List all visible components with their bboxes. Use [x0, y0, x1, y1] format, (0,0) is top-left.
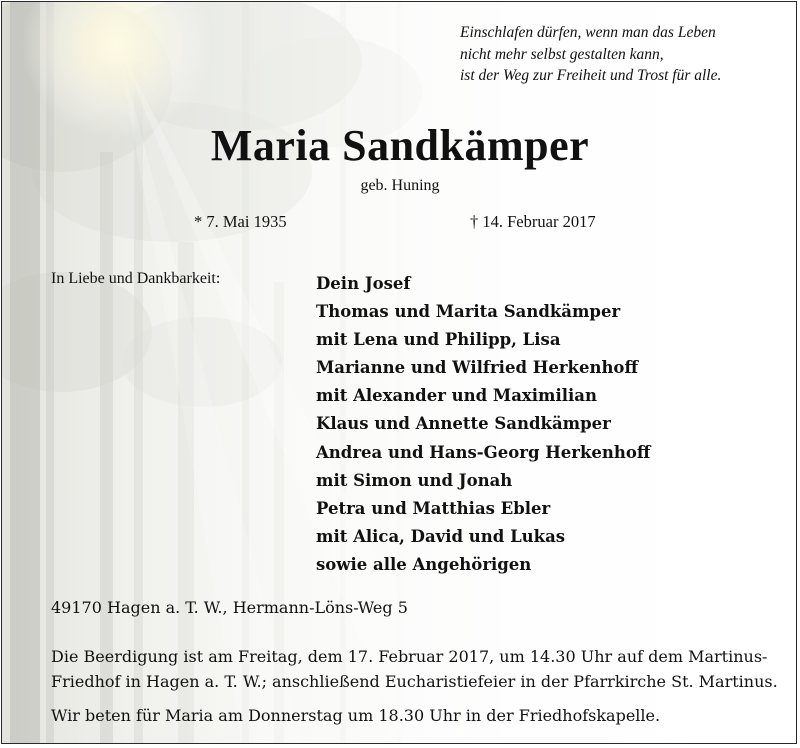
mourner-line: mit Lena und Philipp, Lisa — [316, 330, 561, 350]
mourner-line: mit Simon und Jonah — [316, 470, 513, 490]
mourners-intro: In Liebe und Dankbarkeit: — [51, 270, 221, 287]
deceased-name: Maria Sandkämper — [210, 121, 590, 170]
mourner-line: Marianne und Wilfried Herkenhoff — [316, 358, 638, 378]
mourner-line: Andrea und Hans-Georg Herkenhoff — [316, 442, 651, 462]
quote-line: Einschlafen dürfen, wenn man das Leben — [460, 24, 716, 41]
death-date: † 14. Februar 2017 — [470, 212, 596, 231]
quote-line: nicht mehr selbst gestalten kann, — [460, 45, 664, 63]
mourner-line: Thomas und Marita Sandkämper — [316, 302, 621, 322]
family-address: 49170 Hagen a. T. W., Hermann-Löns-Weg 5 — [51, 598, 408, 617]
quote-line: ist der Weg zur Freiheit und Trost für alle. — [460, 67, 722, 84]
funeral-info-line: Die Beerdigung ist am Freitag, dem 17. Februar 2017, um 14.30 Uhr auf dem Martinus- — [51, 647, 768, 666]
obituary-notice — [1, 1, 797, 744]
mourner-line: mit Alexander und Maximilian — [316, 386, 597, 406]
mourner-line: Klaus und Annette Sandkämper — [316, 414, 611, 434]
mourners-list — [316, 270, 650, 579]
prayer-info: Wir beten für Maria am Donnerstag um 18.30 Uhr in der Friedhofskapelle. — [51, 706, 661, 725]
funeral-info-line: Friedhof in Hagen a. T. W.; anschließend Eucharistiefeier in der Pfarrkirche St. Martinus. — [51, 672, 778, 691]
birth-date: * 7. Mai 1935 — [194, 212, 287, 231]
memorial-quote — [460, 22, 721, 87]
maiden-name: geb. Huning — [360, 177, 440, 194]
mourner-line: Dein Josef — [316, 274, 411, 293]
mourner-line: mit Alica, David und Lukas — [316, 526, 566, 546]
funeral-info — [51, 644, 778, 694]
mourner-line: Petra und Matthias Ebler — [316, 498, 551, 518]
mourner-line: sowie alle Angehörigen — [316, 554, 532, 574]
